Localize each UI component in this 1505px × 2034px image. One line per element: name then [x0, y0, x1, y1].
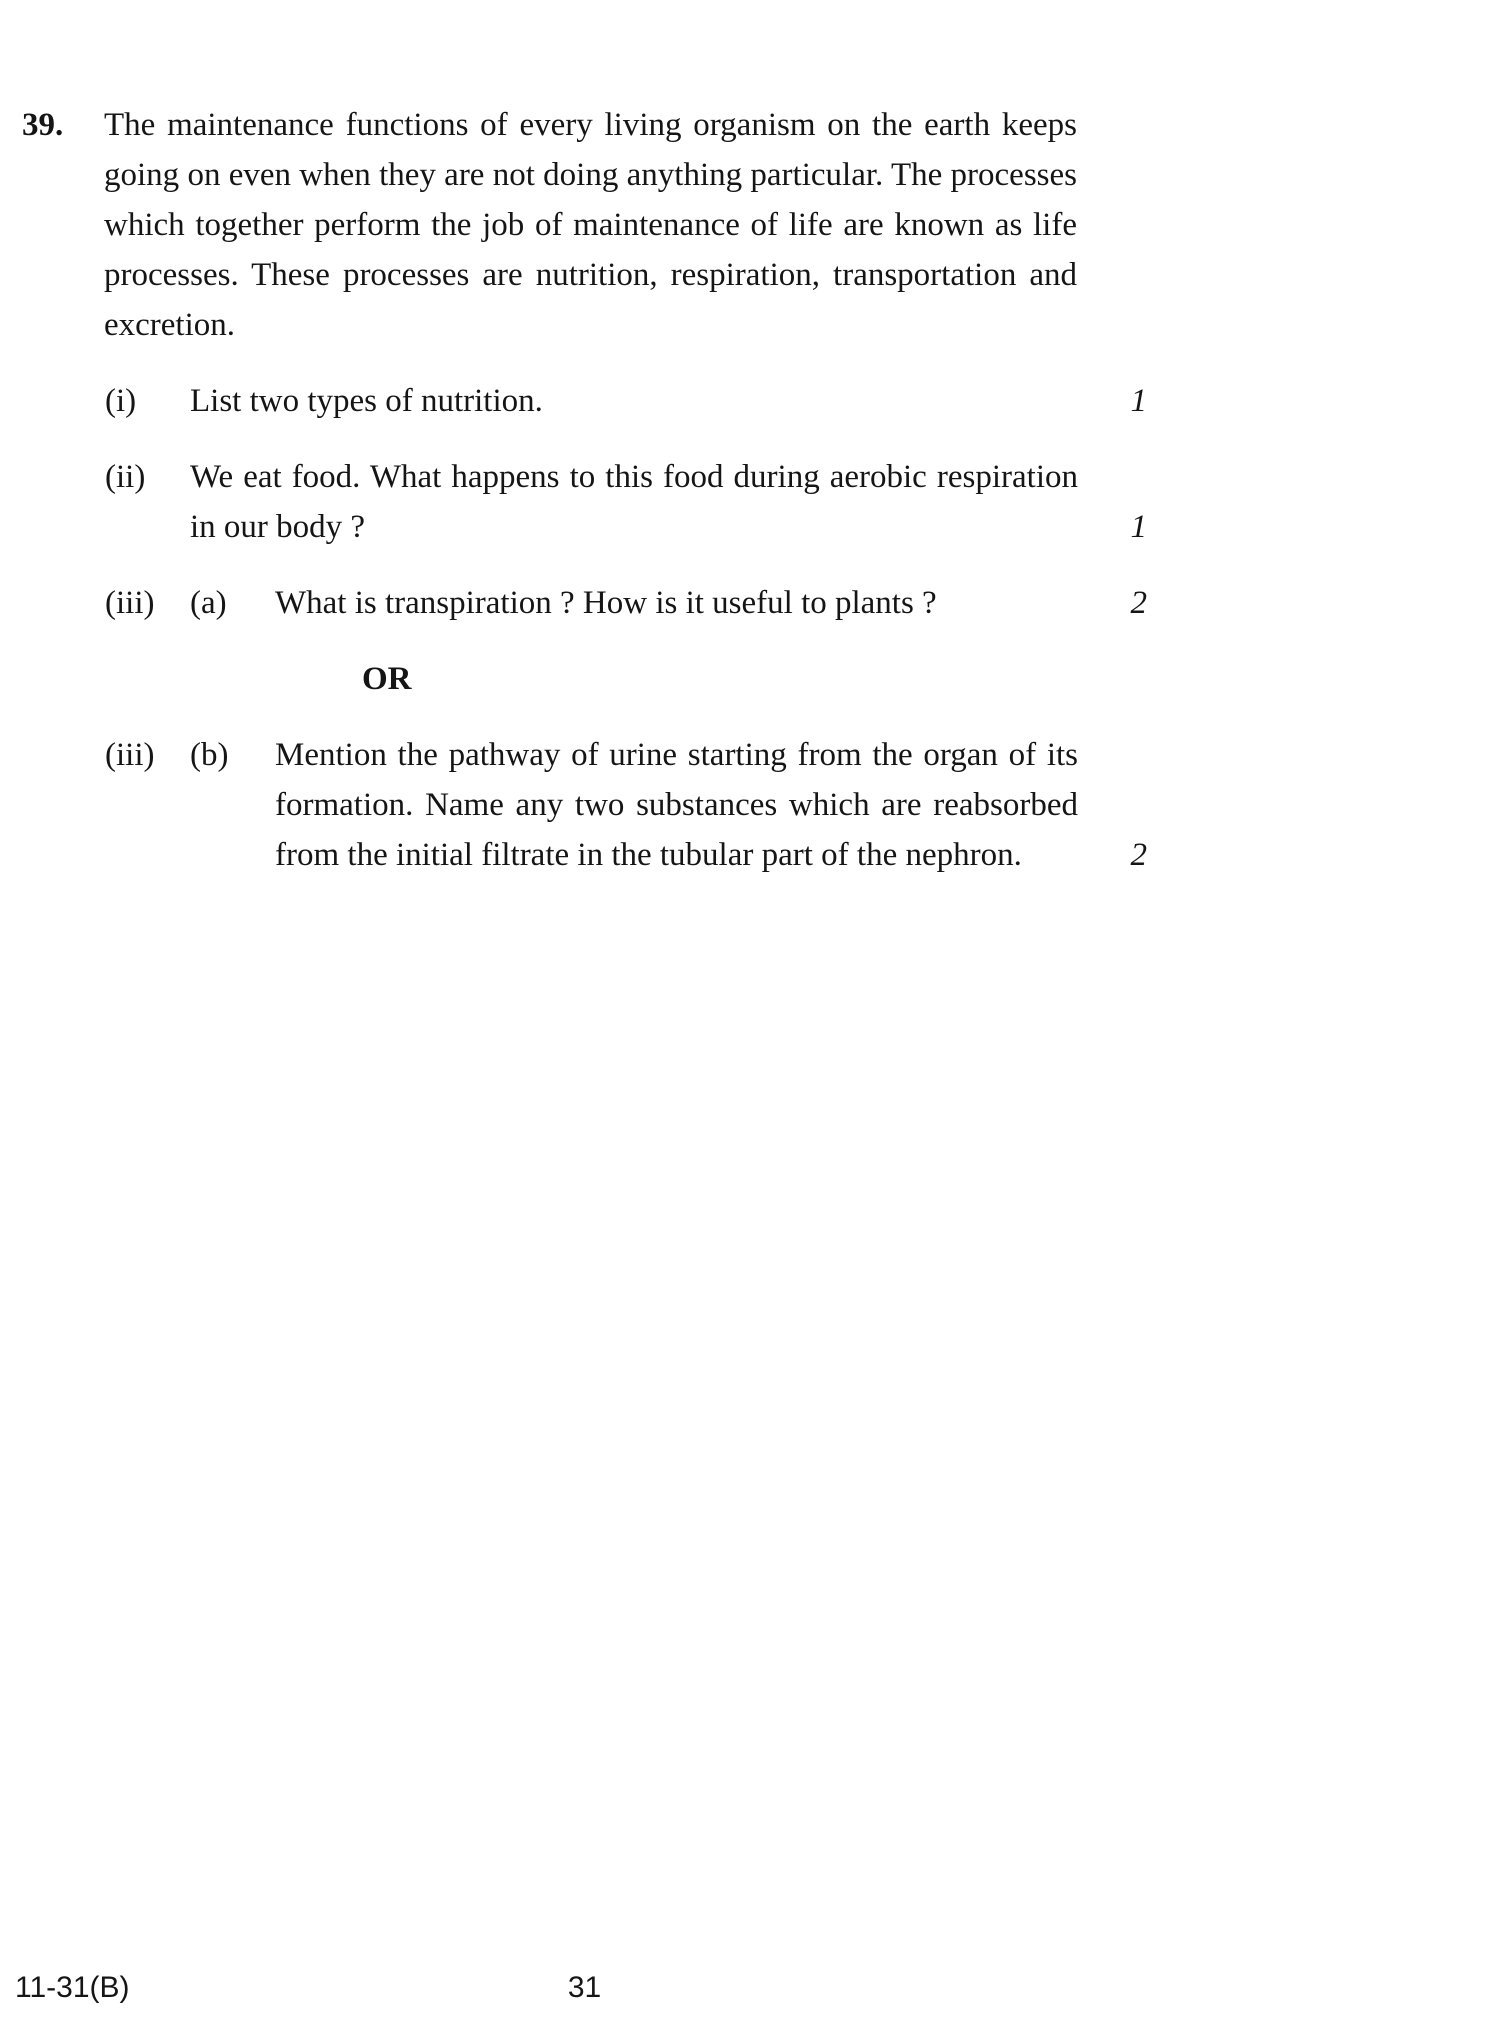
- question-part-iii-a: [22, 578, 1147, 628]
- part-text: List two types of nutrition.: [190, 383, 543, 419]
- page-number: 31: [567, 1971, 602, 2004]
- question-number: 39.: [22, 107, 64, 143]
- part-marks: 1: [1130, 383, 1147, 419]
- part-marks: 1: [1130, 509, 1147, 545]
- part-label: (i): [105, 383, 137, 419]
- part-marks: 2: [1130, 585, 1147, 621]
- question-block: [22, 100, 1147, 880]
- paper-code: 11-31(B): [15, 1971, 130, 2004]
- question-part-i: [22, 376, 1147, 426]
- part-label: (ii): [105, 459, 146, 495]
- or-separator: OR: [362, 661, 412, 697]
- part-sublabel: (a): [190, 585, 227, 621]
- part-label: (iii): [105, 737, 155, 773]
- question-part-ii: [22, 452, 1147, 552]
- part-sublabel: (b): [190, 737, 229, 773]
- part-text: What is transpiration ? How is it useful to plants ?: [275, 585, 937, 621]
- question-intro-text: The maintenance functions of every living organism on the earth keeps going on even when they are not doing anything particular. The processes which together perform the job of maintenance of life are known as life processes. These processes are nutrition, respiration, transportation and excretion.: [104, 107, 1077, 343]
- part-marks: 2: [1130, 837, 1147, 873]
- question-intro-row: [22, 100, 1147, 350]
- question-part-iii-b: [22, 730, 1147, 880]
- part-label: (iii): [105, 585, 155, 621]
- part-text: We eat food. What happens to this food during aerobic respiration in our body ?: [190, 459, 1078, 545]
- part-text: Mention the pathway of urine starting from the organ of its formation. Name any two substances which are reabsorbed from the initial filtrate in the tubular part of the nephron.: [275, 737, 1078, 873]
